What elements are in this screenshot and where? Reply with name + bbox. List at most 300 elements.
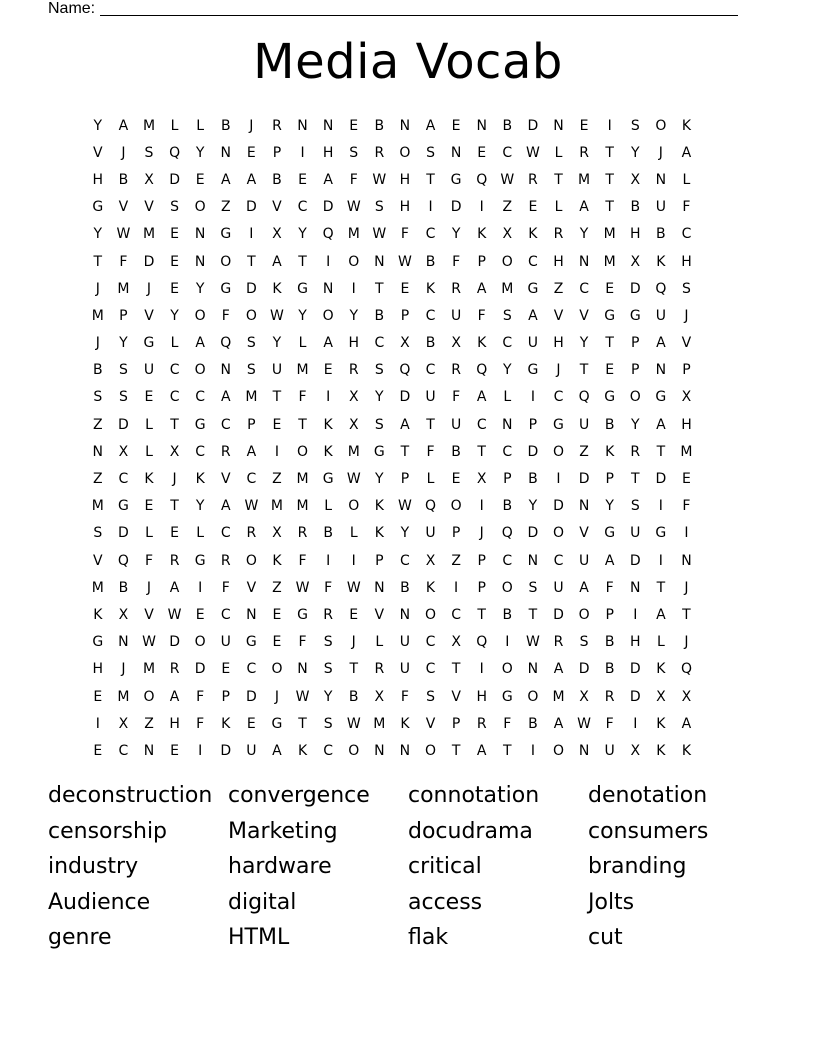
word-list-item: industry	[48, 854, 139, 880]
grid-letter: L	[196, 117, 205, 134]
grid-letter: K	[323, 443, 333, 460]
grid-letter: I	[530, 389, 535, 406]
grid-letter: W	[525, 634, 540, 651]
grid-letter: E	[605, 362, 615, 379]
grid-letter: Q	[501, 525, 513, 542]
grid-letter: X	[118, 443, 129, 460]
grid-letter: U	[450, 307, 462, 324]
grid-letter: C	[451, 606, 461, 623]
grid-letter: X	[681, 688, 692, 705]
grid-letter: O	[143, 688, 155, 705]
grid-letter: M	[270, 498, 283, 515]
grid-letter: C	[502, 552, 513, 569]
grid-letter: E	[477, 144, 487, 161]
grid-letter: B	[92, 362, 103, 379]
grid-letter: D	[118, 525, 129, 542]
grid-letter: C	[425, 661, 436, 678]
grid-letter: C	[553, 552, 564, 569]
grid-letter: J	[95, 335, 100, 352]
grid-letter: A	[476, 389, 487, 406]
grid-letter: E	[170, 253, 179, 270]
grid-letter: G	[220, 226, 232, 243]
grid-letter: N	[655, 171, 667, 188]
grid-letter: H	[348, 335, 359, 352]
grid-letter: L	[298, 335, 307, 352]
grid-letter: O	[194, 362, 206, 379]
grid-letter: A	[220, 171, 231, 188]
grid-letter: F	[452, 253, 461, 270]
grid-letter: X	[272, 226, 282, 243]
grid-letter: D	[169, 634, 180, 651]
grid-letter: Z	[553, 280, 564, 297]
grid-letter: U	[220, 634, 231, 651]
grid-letter: H	[630, 226, 641, 243]
grid-letter: I	[633, 715, 638, 732]
grid-letter: S	[374, 416, 384, 433]
name-label: Name:	[48, 0, 96, 17]
grid-letter: T	[349, 661, 359, 678]
grid-letter: I	[351, 280, 356, 297]
grid-letter: F	[605, 579, 614, 596]
grid-letter: Y	[272, 335, 282, 352]
grid-letter: D	[629, 280, 641, 297]
word-list-item: hardware	[228, 854, 332, 880]
grid-letter: Y	[375, 471, 384, 488]
grid-letter: C	[502, 443, 513, 460]
grid-letter: L	[656, 634, 665, 651]
grid-letter: B	[400, 579, 410, 596]
word-list-item: cut	[588, 925, 623, 951]
grid-letter: W	[142, 634, 156, 651]
grid-letter: U	[553, 579, 564, 596]
grid-letter: I	[479, 199, 484, 216]
grid-letter: V	[425, 715, 436, 732]
grid-letter: B	[348, 688, 359, 705]
grid-letter: Q	[399, 362, 411, 379]
grid-letter: N	[194, 226, 206, 243]
grid-letter: Z	[502, 199, 513, 216]
grid-letter: P	[119, 307, 128, 324]
grid-letter: L	[145, 525, 153, 542]
grid-letter: P	[451, 715, 461, 732]
grid-row	[85, 465, 699, 492]
grid-letter: T	[682, 606, 691, 623]
grid-letter: O	[425, 742, 437, 759]
grid-letter: K	[477, 335, 487, 352]
grid-letter: B	[528, 471, 538, 488]
grid-letter: S	[246, 362, 256, 379]
grid-letter: S	[349, 144, 359, 161]
grid-letter: A	[220, 389, 231, 406]
grid-letter: U	[578, 416, 590, 433]
grid-letter: X	[348, 416, 359, 433]
grid-letter: T	[170, 416, 179, 433]
grid-letter: W	[398, 253, 412, 270]
grid-letter: I	[326, 253, 331, 270]
grid-letter: S	[630, 117, 640, 134]
word-list-item: HTML	[228, 925, 290, 951]
grid-letter: J	[351, 634, 356, 651]
grid-letter: N	[246, 606, 257, 623]
grid-letter: X	[425, 552, 436, 569]
grid-letter: O	[348, 498, 360, 515]
grid-letter: Y	[93, 226, 103, 243]
grid-letter: D	[527, 525, 539, 542]
grid-letter: P	[631, 335, 640, 352]
grid-letter: T	[298, 253, 307, 270]
grid-letter: C	[220, 416, 231, 433]
grid-letter: U	[604, 742, 615, 759]
grid-letter: D	[169, 171, 180, 188]
grid-letter: T	[605, 144, 614, 161]
grid-letter: X	[169, 443, 180, 460]
grid-letter: A	[476, 280, 487, 297]
grid-letter: J	[121, 661, 126, 678]
grid-letter: N	[297, 117, 308, 134]
grid-letter: L	[170, 335, 179, 352]
grid-letter: E	[349, 606, 359, 623]
grid-letter: K	[374, 525, 384, 542]
grid-letter: O	[629, 389, 641, 406]
grid-letter: E	[170, 280, 179, 297]
grid-letter: L	[145, 416, 153, 433]
grid-letter: E	[246, 715, 256, 732]
grid-letter: N	[578, 498, 590, 515]
grid-letter: V	[553, 307, 564, 324]
grid-letter: S	[374, 199, 384, 216]
grid-letter: A	[656, 606, 666, 623]
grid-letter: T	[503, 742, 512, 759]
grid-letter: S	[323, 661, 333, 678]
grid-letter: R	[476, 715, 487, 732]
grid-letter: F	[682, 498, 691, 515]
grid-letter: T	[554, 171, 563, 188]
grid-row	[85, 710, 699, 737]
grid-letter: G	[604, 525, 616, 542]
grid-letter: P	[400, 307, 410, 324]
grid-letter: T	[426, 171, 435, 188]
word-search-grid	[85, 112, 699, 765]
grid-letter: S	[323, 715, 333, 732]
grid-letter: G	[373, 443, 385, 460]
grid-letter: H	[169, 715, 180, 732]
grid-letter: D	[578, 661, 590, 678]
grid-letter: M	[347, 226, 360, 243]
grid-letter: S	[579, 634, 589, 651]
grid-letter: R	[297, 525, 308, 542]
word-list-item: censorship	[48, 818, 168, 844]
grid-letter: Q	[169, 144, 181, 161]
word-list-item: flak	[408, 925, 449, 951]
grid-letter: T	[93, 253, 103, 270]
grid-letter: I	[658, 498, 663, 515]
grid-letter: K	[681, 742, 692, 759]
grid-letter: L	[426, 471, 435, 488]
word-list-item: Marketing	[228, 818, 338, 844]
grid-letter: N	[527, 661, 539, 678]
grid-letter: N	[681, 552, 692, 569]
grid-letter: R	[220, 443, 231, 460]
word-list	[48, 778, 768, 956]
grid-letter: A	[579, 199, 589, 216]
grid-letter: C	[425, 307, 436, 324]
word-list-item: consumers	[588, 818, 709, 844]
grid-letter: H	[92, 661, 104, 678]
grid-letter: O	[655, 117, 667, 134]
grid-letter: W	[116, 226, 131, 243]
grid-letter: B	[630, 199, 641, 216]
grid-letter: D	[629, 552, 641, 569]
grid-letter: J	[684, 579, 689, 596]
grid-letter: R	[220, 552, 231, 569]
grid-letter: F	[682, 199, 691, 216]
grid-letter: R	[579, 144, 589, 161]
grid-letter: I	[198, 742, 203, 759]
grid-letter: N	[578, 253, 590, 270]
grid-letter: C	[681, 226, 692, 243]
grid-letter: R	[323, 606, 333, 623]
grid-letter: Q	[322, 226, 334, 243]
grid-letter: J	[249, 117, 254, 134]
grid-letter: T	[528, 606, 538, 623]
grid-letter: T	[605, 199, 614, 216]
grid-letter: X	[400, 335, 410, 352]
grid-letter: A	[656, 416, 666, 433]
grid-letter: C	[502, 335, 513, 352]
grid-letter: N	[399, 742, 411, 759]
grid-letter: Z	[93, 471, 103, 488]
grid-letter: C	[425, 362, 436, 379]
grid-letter: G	[604, 389, 616, 406]
grid-letter: E	[298, 171, 307, 188]
grid-letter: C	[579, 280, 589, 297]
grid-letter: F	[324, 579, 333, 596]
grid-letter: W	[295, 579, 310, 596]
grid-letter: U	[425, 389, 436, 406]
grid-letter: G	[322, 471, 334, 488]
grid-row	[85, 221, 699, 248]
grid-letter: I	[274, 443, 280, 460]
grid-letter: B	[604, 416, 615, 433]
grid-letter: S	[246, 335, 256, 352]
grid-letter: A	[272, 742, 282, 759]
grid-letter: X	[451, 634, 461, 651]
grid-letter: K	[425, 280, 436, 297]
grid-letter: M	[142, 226, 156, 243]
grid-letter: G	[297, 606, 308, 623]
grid-letter: E	[323, 362, 333, 379]
grid-letter: X	[451, 335, 461, 352]
grid-letter: S	[93, 389, 103, 406]
grid-letter: W	[244, 498, 259, 515]
grid-letter: K	[656, 715, 666, 732]
grid-letter: T	[656, 579, 666, 596]
grid-row	[85, 166, 699, 193]
grid-letter: P	[605, 606, 614, 623]
grid-letter: S	[93, 525, 103, 542]
grid-letter: U	[630, 525, 641, 542]
grid-row	[85, 574, 699, 601]
grid-letter: B	[118, 171, 129, 188]
grid-letter: Q	[476, 634, 488, 651]
grid-row	[85, 384, 699, 411]
grid-letter: W	[372, 171, 387, 188]
grid-letter: J	[146, 280, 152, 297]
grid-letter: M	[603, 253, 616, 270]
grid-letter: A	[681, 715, 692, 732]
grid-letter: E	[170, 525, 179, 542]
grid-letter: H	[553, 253, 564, 270]
grid-letter: T	[298, 715, 307, 732]
grid-letter: C	[118, 742, 129, 759]
grid-letter: M	[501, 280, 514, 297]
grid-letter: R	[451, 362, 461, 379]
grid-letter: L	[170, 117, 179, 134]
grid-letter: J	[146, 579, 152, 596]
grid-letter: B	[323, 525, 333, 542]
grid-letter: W	[346, 715, 361, 732]
grid-letter: Z	[272, 471, 282, 488]
grid-letter: G	[655, 389, 667, 406]
grid-letter: S	[374, 362, 384, 379]
grid-letter: R	[553, 634, 564, 651]
grid-letter: Y	[605, 498, 614, 515]
grid-letter: C	[425, 634, 436, 651]
grid-letter: V	[374, 606, 385, 623]
grid-letter: A	[528, 307, 538, 324]
grid-letter: K	[400, 715, 410, 732]
grid-letter: P	[605, 471, 614, 488]
grid-letter: N	[578, 742, 590, 759]
grid-letter: E	[272, 606, 282, 623]
grid-letter: G	[92, 634, 104, 651]
grid-letter: O	[501, 579, 513, 596]
page-title: Media Vocab	[253, 34, 563, 90]
grid-letter: O	[552, 525, 564, 542]
grid-letter: B	[220, 117, 231, 134]
grid-letter: W	[346, 579, 361, 596]
grid-letter: B	[502, 117, 513, 134]
grid-letter: B	[451, 443, 461, 460]
grid-letter: D	[527, 443, 539, 460]
grid-letter: L	[196, 525, 205, 542]
grid-letter: X	[348, 389, 359, 406]
grid-letter: G	[527, 362, 539, 379]
grid-letter: P	[375, 552, 384, 569]
grid-letter: O	[322, 307, 334, 324]
grid-letter: N	[476, 117, 487, 134]
grid-letter: J	[95, 280, 100, 297]
grid-letter: R	[374, 144, 385, 161]
grid-letter: T	[477, 443, 486, 460]
grid-row	[85, 520, 699, 547]
grid-letter: E	[400, 280, 410, 297]
grid-letter: O	[194, 307, 206, 324]
word-list-item: digital	[228, 889, 297, 915]
grid-letter: X	[118, 606, 129, 623]
grid-letter: O	[194, 634, 206, 651]
grid-letter: Z	[144, 715, 154, 732]
grid-letter: S	[502, 307, 512, 324]
grid-letter: O	[552, 742, 564, 759]
grid-letter: M	[142, 117, 156, 134]
name-field	[48, 0, 738, 18]
grid-letter: H	[399, 171, 411, 188]
grid-letter: N	[655, 362, 667, 379]
grid-letter: P	[272, 144, 282, 161]
grid-letter: E	[170, 742, 179, 759]
grid-letter: M	[680, 443, 693, 460]
grid-letter: C	[502, 144, 513, 161]
grid-letter: R	[348, 362, 359, 379]
grid-letter: B	[502, 498, 513, 515]
grid-letter: E	[93, 742, 103, 759]
grid-letter: X	[502, 226, 513, 243]
grid-letter: N	[92, 443, 104, 460]
grid-letter: Y	[195, 280, 205, 297]
grid-letter: V	[579, 307, 589, 324]
grid-letter: N	[322, 280, 334, 297]
grid-letter: B	[425, 335, 436, 352]
grid-letter: R	[604, 688, 615, 705]
grid-letter: G	[143, 335, 155, 352]
grid-letter: F	[400, 688, 409, 705]
grid-letter: Q	[680, 661, 692, 678]
grid-letter: Q	[220, 335, 232, 352]
grid-letter: D	[553, 606, 564, 623]
grid-letter: P	[247, 416, 256, 433]
grid-row	[85, 302, 699, 329]
grid-letter: Q	[117, 552, 129, 569]
grid-letter: I	[530, 742, 535, 759]
grid-letter: X	[272, 525, 282, 542]
grid-letter: U	[450, 416, 462, 433]
grid-letter: D	[118, 416, 129, 433]
grid-letter: O	[348, 742, 360, 759]
grid-letter: F	[196, 688, 205, 705]
grid-letter: G	[501, 688, 513, 705]
grid-row	[85, 547, 699, 574]
grid-letter: T	[630, 471, 640, 488]
grid-letter: F	[221, 579, 230, 596]
grid-letter: K	[297, 742, 308, 759]
grid-letter: N	[527, 552, 539, 569]
grid-row	[85, 112, 699, 139]
grid-letter: E	[528, 199, 538, 216]
grid-letter: F	[426, 443, 435, 460]
grid-letter: I	[300, 144, 305, 161]
grid-letter: J	[658, 144, 663, 161]
grid-letter: T	[579, 362, 589, 379]
grid-letter: F	[298, 634, 307, 651]
grid-letter: Y	[349, 307, 359, 324]
grid-row	[85, 601, 699, 628]
grid-letter: Q	[425, 498, 437, 515]
word-list-item: Jolts	[588, 889, 635, 915]
grid-letter: C	[195, 443, 206, 460]
grid-letter: W	[577, 715, 591, 732]
grid-row	[85, 248, 699, 275]
grid-letter: D	[578, 471, 590, 488]
grid-letter: E	[451, 471, 461, 488]
grid-letter: K	[323, 416, 333, 433]
grid-letter: A	[656, 335, 666, 352]
grid-letter: E	[144, 389, 154, 406]
grid-letter: M	[91, 579, 104, 596]
grid-letter: Y	[195, 498, 205, 515]
grid-letter: K	[477, 226, 487, 243]
grid-letter: G	[271, 715, 283, 732]
